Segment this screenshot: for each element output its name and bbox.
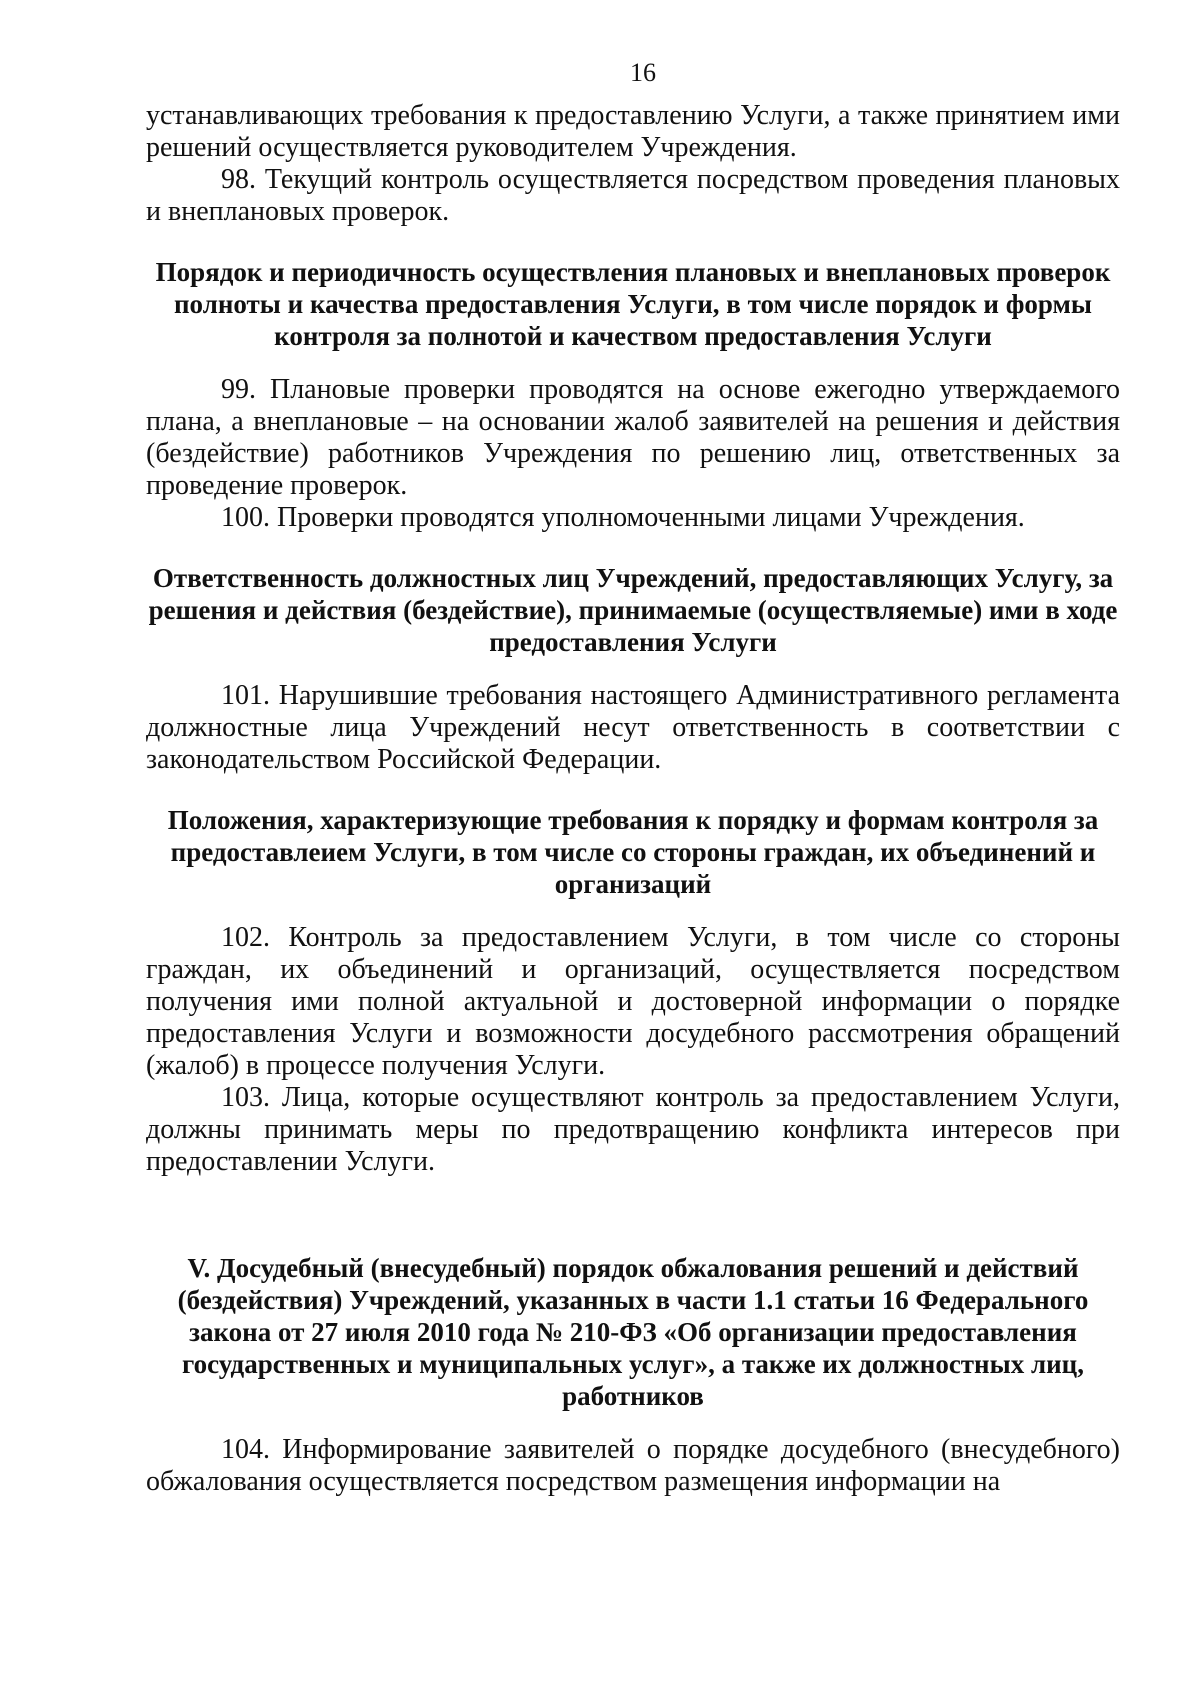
paragraph-99: 99. Плановые проверки проводятся на основе ежегодно утверждаемого плана, а внеплановые – на основании жалоб заявителей на решения и действия (бездействие) работников Учреждения по решению лиц, ответственных за проведение проверок. (146, 374, 1120, 501)
paragraph-102: 102. Контроль за предоставлением Услуги, в том числе со стороны граждан, их объединений и организаций, осуществляется посредством получения ими полной актуальной и достоверной информации о порядке предоставления Услуги и возможности досудебного рассмотрения обращений (жалоб) в процессе получения Услуги. (146, 922, 1120, 1081)
document-page (146, 58, 1120, 1498)
paragraph-continuation: устанавливающих требования к предоставлению Услуги, а также принятием ими решений осуществляется руководителем Учреждения. (146, 100, 1120, 163)
chapter-heading-v: V. Досудебный (внесудебный) порядок обжалования решений и действий (бездействия) Учреждений, указанных в части 1.1 статьи 16 Федерального закона от 27 июля 2010 года № 210-ФЗ «Об организации предоставления государственных и муниципальных услуг», а также их должностных лиц, работников (177, 1253, 1089, 1411)
paragraph-104: 104. Информирование заявителей о порядке досудебного (внесудебного) обжалования осуществляется посредством размещения информации на (146, 1434, 1120, 1497)
paragraph-103: 103. Лица, которые осуществляют контроль за предоставлением Услуги, должны принимать меры по предотвращению конфликта интересов при предоставлении Услуги. (146, 1082, 1120, 1177)
section-heading-control-requirements: Положения, характеризующие требования к порядку и формам контроля за предоставлеием Услуги, в том числе со стороны граждан, их объединений и организаций (167, 805, 1099, 899)
paragraph-101: 101. Нарушившие требования настоящего Административного регламента должностные лица Учреждений несут ответственность в соответствии с законодательством Российской Федерации. (146, 680, 1120, 775)
section-heading-responsibility: Ответственность должностных лиц Учреждений, предоставляющих Услугу, за решения и действия (бездействие), принимаемые (осуществляемые) ими в ходе предоставления Услуги (148, 563, 1118, 657)
paragraph-98: 98. Текущий контроль осуществляется посредством проведения плановых и внеплановых проверок. (146, 164, 1120, 227)
section-heading-inspections: Порядок и периодичность осуществления плановых и внеплановых проверок полноты и качества предоставления Услуги, в том числе порядок и формы контроля за полнотой и качеством предоставления Услуги (155, 257, 1111, 351)
page-number: 16 (630, 58, 656, 87)
paragraph-100: 100. Проверки проводятся уполномоченными лицами Учреждения. (221, 502, 1025, 533)
